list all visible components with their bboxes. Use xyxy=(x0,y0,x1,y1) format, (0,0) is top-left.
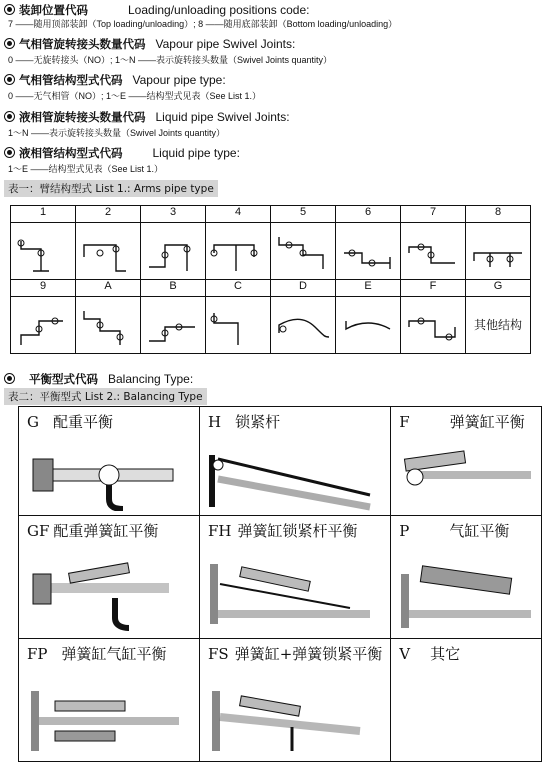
balancing-item-title xyxy=(200,639,390,667)
balancing-row xyxy=(19,639,542,762)
arm-diagram xyxy=(141,297,205,353)
balancing-diagram xyxy=(19,544,197,634)
balancing-name: 配重弹簧缸平衡 xyxy=(53,522,159,540)
liquid-type-title-cn: 液相管结构型式代码 xyxy=(19,146,123,160)
balancing-code: H xyxy=(208,413,222,431)
liquid-swivel-title-cn: 液相管旋转接头数量代码 xyxy=(19,110,146,124)
arms-code: 7 xyxy=(401,206,466,223)
liquid-swivel-title xyxy=(4,109,290,125)
arm-diagram-cell xyxy=(141,223,206,280)
arms-code: 3 xyxy=(141,206,206,223)
balancing-code: P xyxy=(399,522,410,540)
balancing-item-title xyxy=(19,407,199,435)
liquid-type-title-en: Liquid pipe type: xyxy=(152,146,240,160)
balancing-diagram xyxy=(391,435,539,511)
liquid-type-title xyxy=(4,145,240,161)
arms-code: A xyxy=(76,280,141,297)
arm-diagram-cell xyxy=(336,223,401,280)
arm-diagram xyxy=(141,223,205,279)
vapour-swivel-title xyxy=(4,36,295,52)
balancing-code: FH xyxy=(208,522,232,540)
vapour-type-title-cn: 气相管结构型式代码 xyxy=(19,73,123,87)
balancing-title-cn: 平衡型式代码 xyxy=(29,372,98,386)
list1-caption: 表一：臂结构型式 List 1.: Arms pipe type xyxy=(4,180,218,197)
balancing-name: 配重平衡 xyxy=(52,413,113,431)
vapour-swivel-title-en: Vapour pipe Swivel Joints: xyxy=(155,37,296,51)
arm-diagram xyxy=(401,297,465,353)
balancing-cell xyxy=(200,639,391,762)
balancing-cell xyxy=(391,407,542,516)
balancing-diagram xyxy=(200,667,378,757)
balancing-item-title xyxy=(19,516,199,544)
positions-title-en: Loading/unloading positions code: xyxy=(128,3,310,17)
arm-diagram-cell xyxy=(466,223,531,280)
other-structure-label: 其他结构 xyxy=(473,318,522,332)
balancing-diagram xyxy=(200,435,378,511)
balancing-cell xyxy=(391,639,542,762)
balancing-diagram xyxy=(391,544,539,634)
arm-diagram xyxy=(206,297,270,353)
arm-diagram xyxy=(401,223,465,279)
positions-line: 7 ——随用顶部装卸（Top loading/unloading）; 8 ——随用底部装卸（Bottom loading/unloading） xyxy=(8,19,398,29)
arms-code: 2 xyxy=(76,206,141,223)
arms-header-row xyxy=(11,206,531,223)
balancing-code: GF xyxy=(27,522,50,540)
vapour-type-line: 0 ——无气相管（NO）; 1～E ——结构型式见表（See List 1.） xyxy=(8,91,262,101)
balancing-item-title xyxy=(200,407,390,435)
arm-diagram-cell xyxy=(11,223,76,280)
arms-code: 6 xyxy=(336,206,401,223)
arm-diagram xyxy=(11,297,75,353)
vapour-swivel-title-cn: 气相管旋转接头数量代码 xyxy=(19,37,146,51)
balancing-diagram xyxy=(19,435,197,511)
arm-diagram xyxy=(271,223,335,279)
arms-code: E xyxy=(336,280,401,297)
balancing-item-title xyxy=(391,516,541,544)
bullet-icon xyxy=(4,111,15,122)
balancing-name: 锁紧杆 xyxy=(235,413,281,431)
balancing-name: 弹簧缸气缸平衡 xyxy=(61,645,167,663)
arm-diagram-cell xyxy=(76,223,141,280)
arms-code: D xyxy=(271,280,336,297)
positions-title-cn: 装卸位置代码 xyxy=(19,3,88,17)
balancing-item-title xyxy=(19,639,199,667)
list2-caption: 表二：平衡型式 List 2.: Balancing Type xyxy=(4,388,207,405)
arm-diagram-cell xyxy=(76,297,141,354)
bullet-icon xyxy=(4,38,15,49)
balancing-code: FS xyxy=(208,645,229,663)
balancing-cell xyxy=(19,639,200,762)
balancing-name: 弹簧缸锁紧杆平衡 xyxy=(237,522,358,540)
arms-code: G xyxy=(466,280,531,297)
balancing-cell xyxy=(19,516,200,639)
arms-code: C xyxy=(206,280,271,297)
balancing-item-title xyxy=(391,639,541,667)
arm-diagram-cell xyxy=(11,297,76,354)
liquid-swivel-line: 1～N ——表示旋转接头数量（Swivel Joints quantity） xyxy=(8,128,226,138)
balancing-code: F xyxy=(399,413,410,431)
balancing-title xyxy=(4,371,193,387)
balancing-table xyxy=(18,406,542,762)
arms-code: 4 xyxy=(206,206,271,223)
balancing-row xyxy=(19,516,542,639)
arm-diagram-cell xyxy=(271,297,336,354)
balancing-code: FP xyxy=(27,645,48,663)
arm-diagram xyxy=(206,223,270,279)
vapour-swivel-line: 0 ——无旋转接头（NO）; 1～N ——表示旋转接头数量（Swivel Joints quantity） xyxy=(8,55,333,65)
arms-header-row xyxy=(11,280,531,297)
arm-diagram xyxy=(336,223,400,279)
arm-diagram xyxy=(76,297,140,353)
arm-diagram-cell xyxy=(336,297,401,354)
liquid-swivel-title-en: Liquid pipe Swivel Joints: xyxy=(155,110,290,124)
balancing-diagram xyxy=(19,667,197,757)
arm-diagram xyxy=(11,223,75,279)
balancing-title-en: Balancing Type: xyxy=(108,372,194,386)
arm-diagram xyxy=(271,297,335,353)
balancing-cell xyxy=(391,516,542,639)
balancing-code: G xyxy=(27,413,39,431)
arm-diagram-cell xyxy=(206,223,271,280)
arms-figure-row xyxy=(11,297,531,354)
arm-diagram-cell xyxy=(271,223,336,280)
arm-diagram xyxy=(76,223,140,279)
arm-diagram xyxy=(466,223,530,279)
arms-code: 1 xyxy=(11,206,76,223)
bullet-icon xyxy=(4,373,15,384)
arms-code: F xyxy=(401,280,466,297)
balancing-name: 其它 xyxy=(430,645,461,663)
arms-table xyxy=(10,205,531,354)
balancing-code: V xyxy=(399,645,411,663)
vapour-type-title-en: Vapour pipe type: xyxy=(132,73,226,87)
liquid-type-line: 1～E ——结构型式见表（See List 1.） xyxy=(8,164,164,174)
bullet-icon xyxy=(4,147,15,158)
balancing-name: 气缸平衡 xyxy=(449,522,510,540)
bullet-icon xyxy=(4,4,15,15)
balancing-cell xyxy=(200,407,391,516)
balancing-name: 弹簧缸平衡 xyxy=(449,413,525,431)
arms-figure-row xyxy=(11,223,531,280)
vapour-type-title xyxy=(4,72,226,88)
arm-diagram xyxy=(336,297,400,353)
arm-diagram-cell xyxy=(401,223,466,280)
balancing-row xyxy=(19,407,542,516)
arm-diagram-cell xyxy=(466,297,531,354)
arms-code: 5 xyxy=(271,206,336,223)
balancing-name: 弹簧缸+弹簧锁紧平衡 xyxy=(234,645,383,663)
balancing-cell xyxy=(200,516,391,639)
balancing-diagram xyxy=(200,544,378,634)
arms-code: B xyxy=(141,280,206,297)
arms-code: 8 xyxy=(466,206,531,223)
positions-title xyxy=(4,2,309,18)
balancing-cell xyxy=(19,407,200,516)
balancing-item-title xyxy=(200,516,390,544)
arms-code: 9 xyxy=(11,280,76,297)
balancing-item-title xyxy=(391,407,541,435)
bullet-icon xyxy=(4,74,15,85)
arm-diagram-cell xyxy=(141,297,206,354)
arm-diagram-cell xyxy=(401,297,466,354)
arm-diagram-cell xyxy=(206,297,271,354)
